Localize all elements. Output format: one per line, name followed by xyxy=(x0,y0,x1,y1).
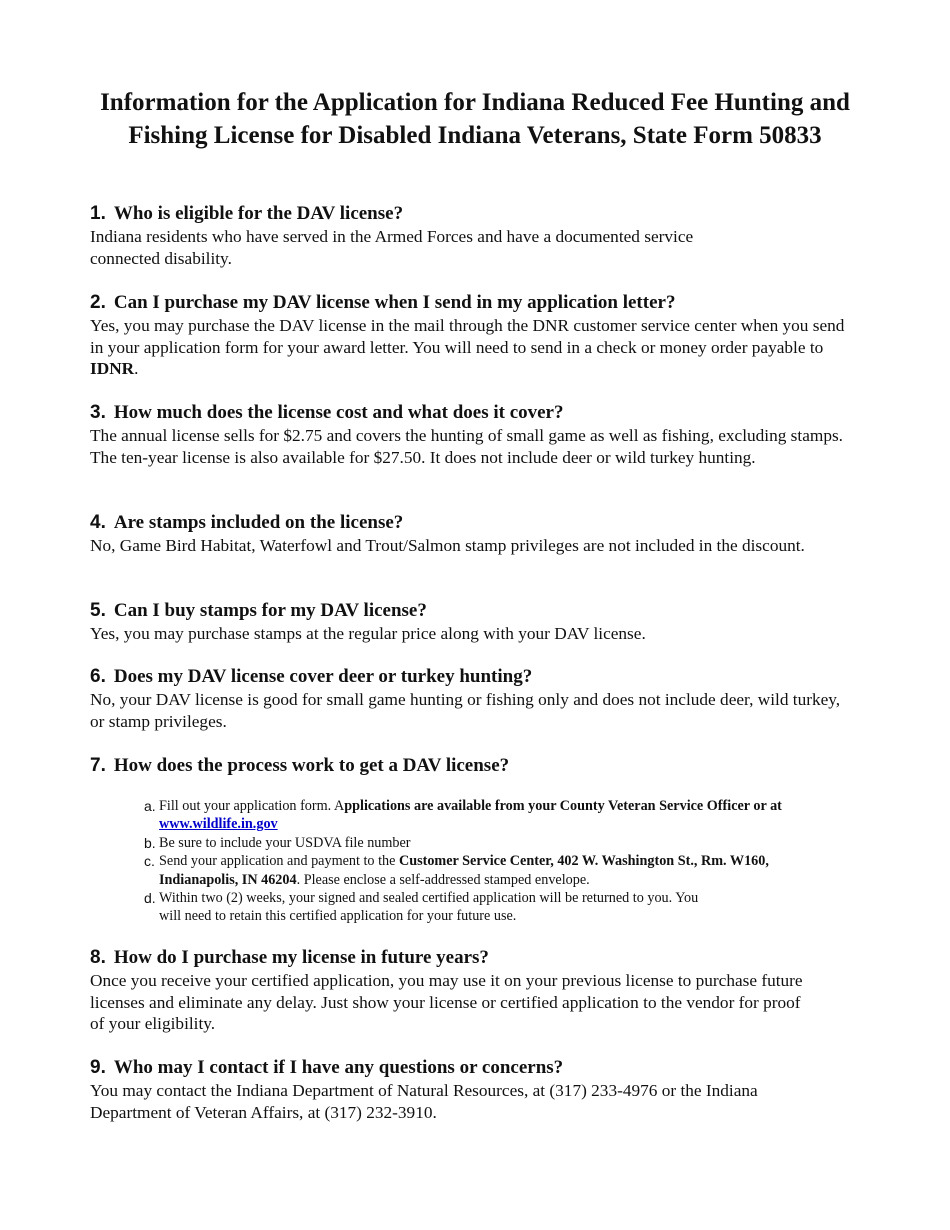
list-letter: c. xyxy=(144,853,155,870)
question-number: 1. xyxy=(90,203,106,224)
question-number: 6. xyxy=(90,666,106,687)
list-letter: b. xyxy=(144,834,156,851)
question-text: Who is eligible for the DAV license? xyxy=(113,203,404,224)
customer-service-address: Customer Service Center, 402 W. Washington St., Rm. W160, Indianapolis, IN 46204 xyxy=(159,853,769,888)
question-heading xyxy=(90,665,850,689)
question-heading xyxy=(90,511,850,535)
list-letter: d. xyxy=(144,890,156,907)
question-heading xyxy=(90,401,850,425)
step-text: Fill out your application form. A xyxy=(159,798,345,814)
answer-text: No, your DAV license is good for small game hunting or fishing only and does not include deer, wild turkey, or stamp privileges. xyxy=(90,690,841,731)
answer-text: No, Game Bird Habitat, Waterfowl and Trout/Salmon stamp privileges are not included in the discount. xyxy=(90,536,805,555)
wildlife-website-link[interactable]: www.wildlife.in.gov xyxy=(159,816,278,833)
answer-text-end: . xyxy=(134,359,139,378)
question-number: 5. xyxy=(90,600,106,621)
question-number: 7. xyxy=(90,755,106,776)
list-item xyxy=(140,834,850,852)
step-text: Within two (2) weeks, your signed and sealed certified application will be returned to you. You will need to retain this certified application for your future use. xyxy=(159,890,699,925)
list-item xyxy=(140,889,699,926)
question-number: 8. xyxy=(90,947,106,968)
question-heading xyxy=(90,599,850,623)
question-text: Can I purchase my DAV license when I send in my application letter? xyxy=(113,292,676,313)
question-heading xyxy=(90,202,850,226)
step-text: Be sure to include your USDVA file number xyxy=(159,834,411,851)
payee-name: IDNR xyxy=(90,359,135,378)
step-text: Send your application and payment to the xyxy=(159,853,399,870)
answer-text: You may contact the Indiana Department of Natural Resources, at (317) 233-4976 or the Indiana Department of Veteran Affairs, at (317) 232-3910. xyxy=(90,1081,758,1122)
answer-text: Once you receive your certified application, you may use it on your previous license to purchase future licenses and eliminate any delay. Just show your license or certified application to the vendor for proof of your eligibility. xyxy=(90,971,803,1033)
question-text: Who may I contact if I have any questions or concerns? xyxy=(113,1057,564,1078)
question-heading xyxy=(90,1056,850,1080)
answer-text: Indiana residents who have served in the Armed Forces and have a documented service connected disability. xyxy=(90,227,694,268)
question-number: 9. xyxy=(90,1057,106,1078)
question-text: How much does the license cost and what does it cover? xyxy=(113,402,564,423)
faq-item-4 xyxy=(90,511,850,557)
faq-item-2 xyxy=(90,291,850,380)
question-number: 2. xyxy=(90,292,106,313)
question-heading xyxy=(90,754,850,778)
answer-text: Yes, you may purchase stamps at the regular price along with your DAV license. xyxy=(90,624,646,643)
question-text: How does the process work to get a DAV license? xyxy=(113,755,510,776)
list-letter: a. xyxy=(144,798,156,814)
faq-item-7 xyxy=(90,754,850,778)
question-text: Can I buy stamps for my DAV license? xyxy=(113,600,427,621)
step-text-end: . Please enclose a self-addressed stamped envelope. xyxy=(296,871,590,888)
question-heading xyxy=(90,291,850,315)
step-text-bold: pplications are available from your County Veteran Service Officer or at xyxy=(344,798,782,814)
question-text: Does my DAV license cover deer or turkey hunting? xyxy=(113,666,533,687)
answer-text xyxy=(90,315,850,380)
question-number: 3. xyxy=(90,402,106,423)
question-text: Are stamps included on the license? xyxy=(113,512,404,533)
faq-item-1 xyxy=(90,202,850,269)
question-heading xyxy=(90,946,850,970)
question-text: How do I purchase my license in future years? xyxy=(113,947,489,968)
list-item xyxy=(140,797,850,834)
process-steps-list xyxy=(140,797,850,926)
list-item xyxy=(140,852,850,889)
faq-item-8 xyxy=(90,946,850,1035)
answer-text: The annual license sells for $2.75 and covers the hunting of small game as well as fishing, excluding stamps. The ten-year license is also available for $27.50. It does not include deer or wild turkey hunting. xyxy=(90,426,844,467)
faq-item-9 xyxy=(90,1056,850,1123)
question-number: 4. xyxy=(90,512,106,533)
answer-text-start: Yes, you may purchase the DAV license in the mail through the DNR customer service center when you send in your application form for your award letter. You will need to send in a check or money order payable to xyxy=(90,316,845,357)
faq-item-5 xyxy=(90,599,850,645)
faq-item-6 xyxy=(90,665,850,732)
page-title: Information for the Application for Indiana Reduced Fee Hunting and Fishing License for Disabled Indiana Veterans, State Form 50833 xyxy=(100,89,850,149)
faq-item-3 xyxy=(90,401,850,468)
